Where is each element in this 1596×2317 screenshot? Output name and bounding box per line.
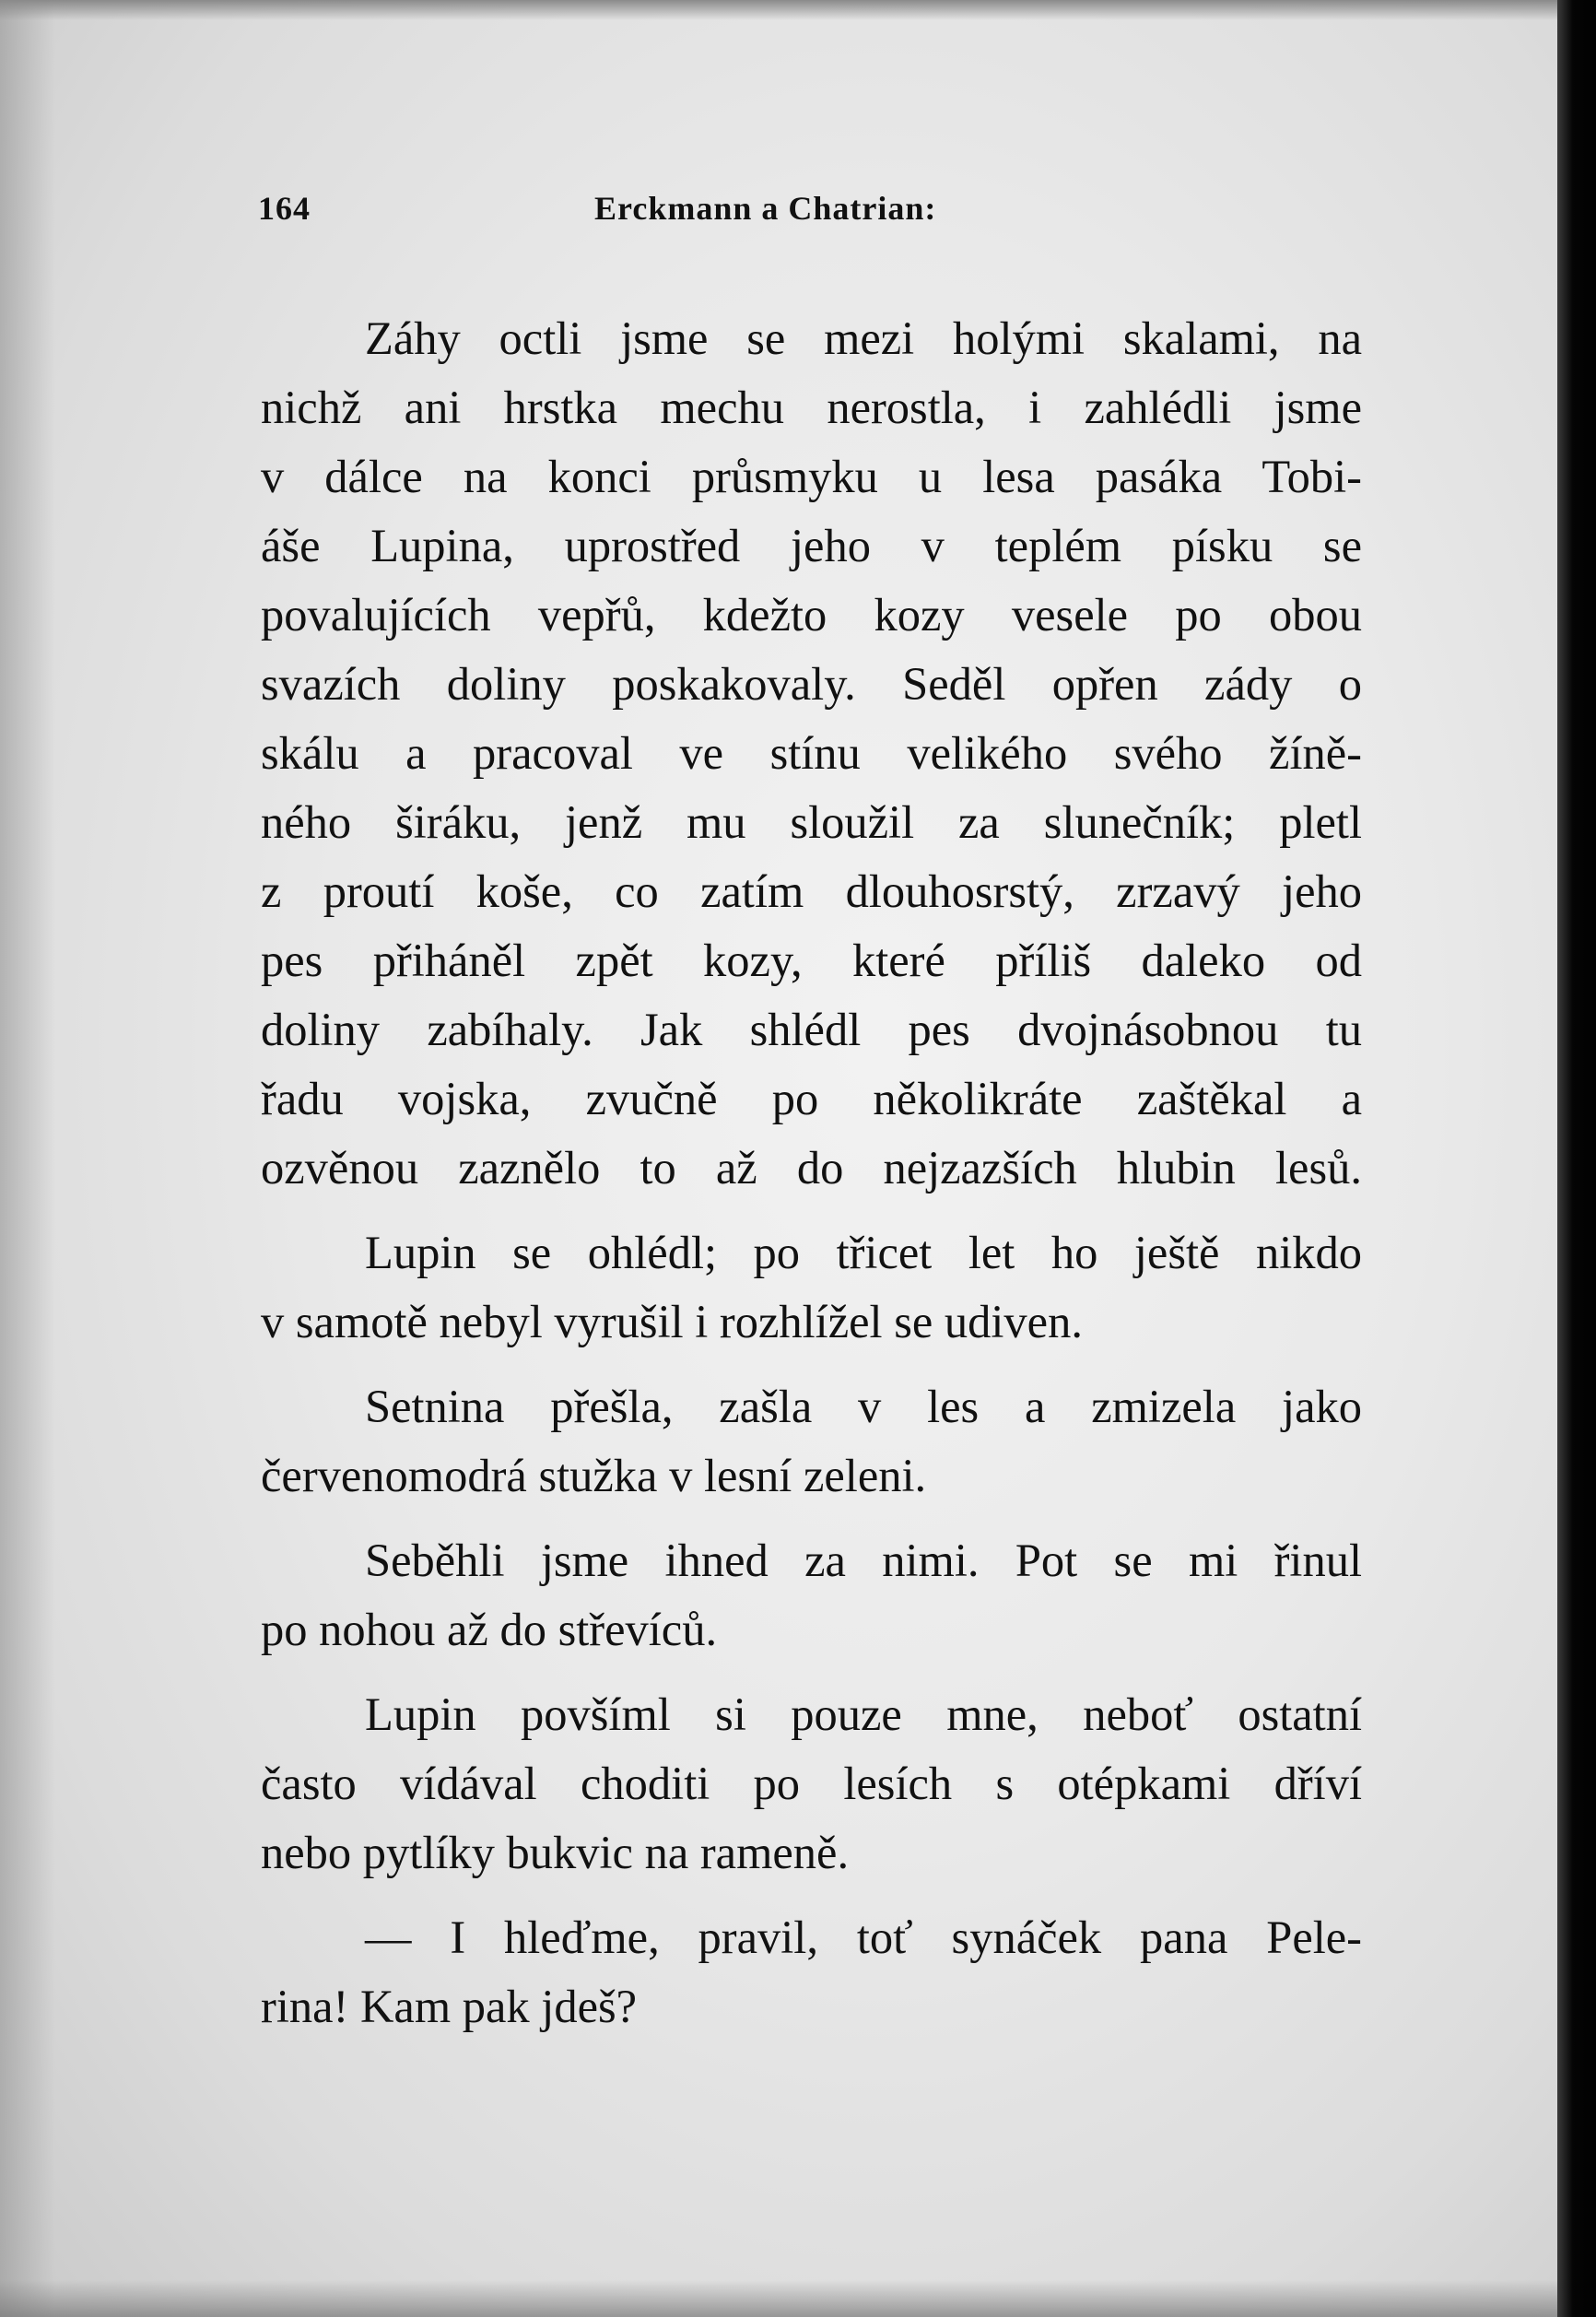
text-line: ozvěnou zaznělo to až do nejzazších hlubin lesů.: [261, 1142, 1362, 1194]
text-line: Záhy octli jsme se mezi holými skalami, na: [365, 312, 1362, 364]
text-line: svazích doliny poskakovaly. Seděl opřen zády o: [261, 658, 1362, 710]
text-line: skálu a pracoval ve stínu velikého svého žíně-: [261, 727, 1362, 779]
text-line: řadu vojska, zvučně po několikráte zaštěkal a: [261, 1073, 1362, 1124]
text-line: často vídával choditi po lesích s otépkami dříví: [261, 1758, 1362, 1809]
running-title: Erckmann a Chatrian:: [594, 190, 937, 227]
paragraph: [261, 1372, 1362, 1511]
paragraph: [261, 304, 1362, 1203]
text-line: Lupin se ohlédl; po třicet let ho ještě nikdo: [365, 1227, 1362, 1278]
page-bottom-shadow: [0, 2280, 1596, 2317]
text-line: povalujících vepřů, kdežto kozy vesele po obou: [261, 589, 1362, 641]
paragraph: [261, 1218, 1362, 1357]
paragraph: [261, 1526, 1362, 1664]
page-left-shadow: [0, 0, 55, 2317]
page-number: 164: [258, 190, 311, 227]
text-line: červenomodrá stužka v lesní zeleni.: [261, 1450, 927, 1501]
paragraph: [261, 1680, 1362, 1888]
paragraph: [261, 1903, 1362, 2041]
scan-border-right: [1557, 0, 1596, 2317]
text-line: doliny zabíhaly. Jak shlédl pes dvojnásobnou tu: [261, 1004, 1362, 1055]
text-line: Seběhli jsme ihned za nimi. Pot se mi řinul: [365, 1535, 1362, 1586]
text-line: nebo pytlíky bukvic na rameně.: [261, 1827, 850, 1878]
text-line: pes přiháněl zpět kozy, které příliš daleko od: [261, 935, 1362, 986]
text-line: ného širáku, jenž mu sloužil za slunečník; pletl: [261, 796, 1362, 848]
text-line: rina! Kam pak jdeš?: [261, 1981, 638, 2032]
running-head: [258, 189, 1373, 235]
text-line: v samotě nebyl vyrušil i rozhlížel se udiven.: [261, 1296, 1083, 1347]
text-line: v dálce na konci průsmyku u lesa pasáka Tobi-: [261, 451, 1362, 502]
text-line: — I hleďme, pravil, toť synáček pana Pele-: [365, 1911, 1362, 1963]
body-text: [261, 304, 1362, 2057]
text-line: áše Lupina, uprostřed jeho v teplém písku se: [261, 520, 1362, 571]
page-top-shadow: [0, 0, 1596, 20]
text-line: Lupin povšíml si pouze mne, neboť ostatní: [365, 1688, 1362, 1740]
text-line: po nohou až do střevíců.: [261, 1604, 718, 1655]
text-line: nichž ani hrstka mechu nerostla, i zahlédli jsme: [261, 382, 1362, 433]
text-line: Setnina přešla, zašla v les a zmizela jako: [365, 1381, 1362, 1432]
text-line: z proutí koše, co zatím dlouhosrstý, zrzavý jeho: [261, 865, 1362, 917]
